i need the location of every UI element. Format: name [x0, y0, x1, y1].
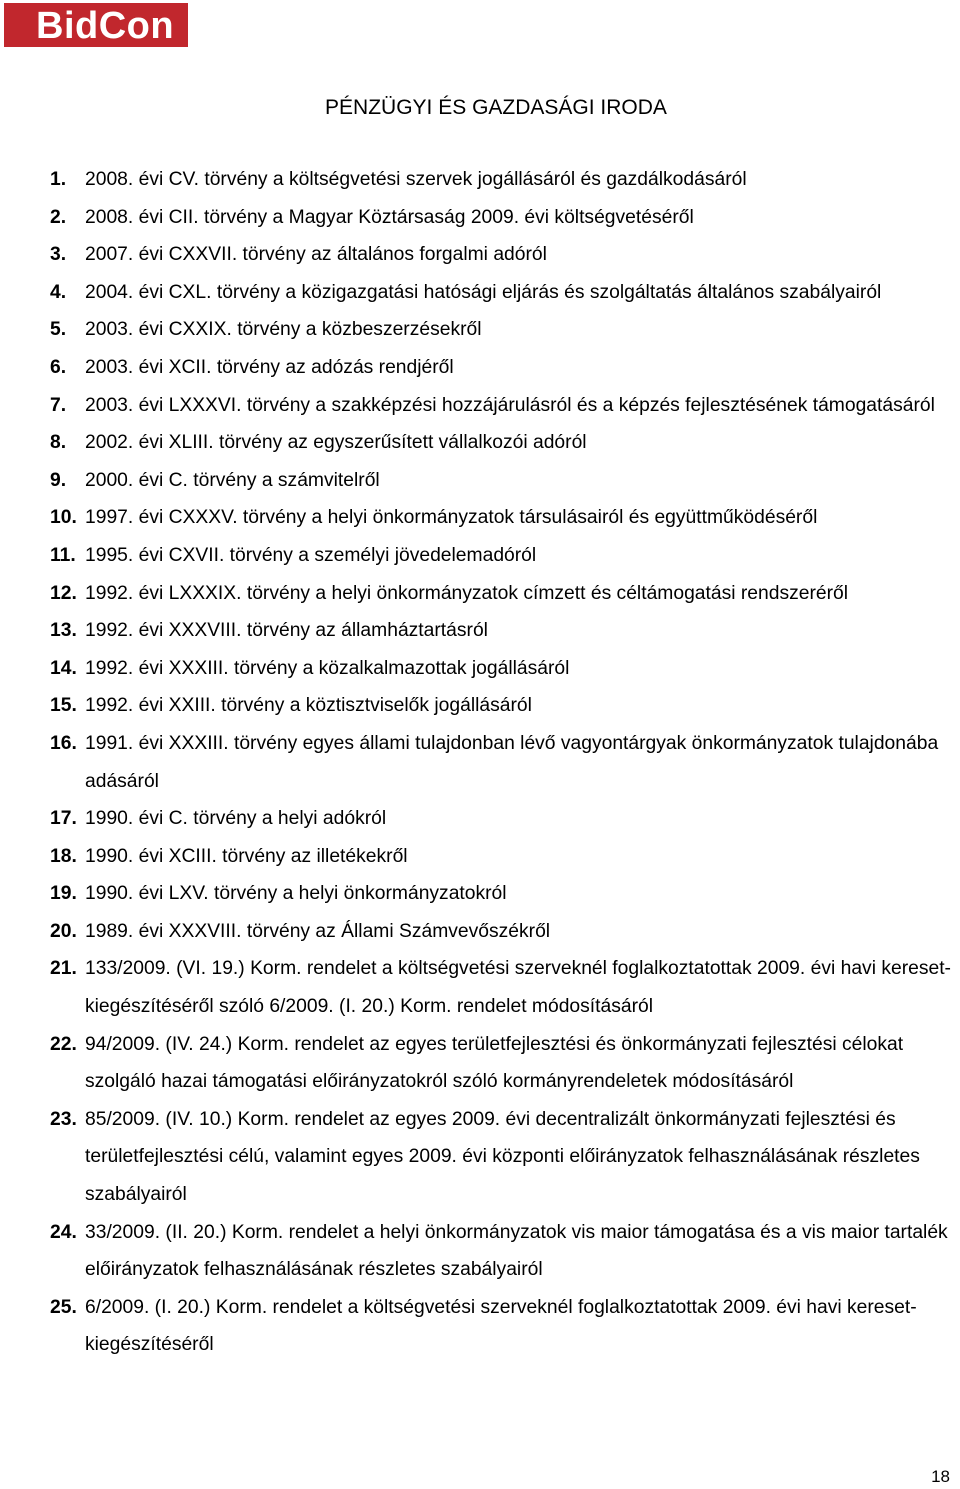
item-number: 2.	[50, 206, 67, 228]
list-item	[50, 950, 960, 1025]
list-item	[50, 612, 960, 650]
item-number: 8.	[50, 432, 67, 454]
law-list	[50, 161, 960, 1364]
item-text: 94/2009. (IV. 24.) Korm. rendelet az egyes területfejlesztési és önkormányzati fejlesztési célokat szolgáló hazai támogatási előirányzatokról szóló kormányrendeletek módosításáról	[85, 1033, 904, 1093]
item-number: 3.	[50, 244, 67, 266]
item-text: 133/2009. (VI. 19.) Korm. rendelet a költségvetési szerveknél foglalkoztatottak 2009. évi havi kereset-kiegészítéséről szóló 6/2009. (I. 20.) Korm. rendelet módosításáról	[85, 958, 951, 1018]
item-text: 33/2009. (II. 20.) Korm. rendelet a helyi önkormányzatok vis maior támogatása és a vis maior tartalék előirányzatok felhasználásának részletes szabályairól	[85, 1221, 948, 1281]
item-text: 2002. évi XLIII. törvény az egyszerűsített vállalkozói adóról	[85, 432, 587, 454]
list-item	[50, 311, 960, 349]
item-number: 4.	[50, 281, 67, 303]
item-text: 2008. évi CV. törvény a költségvetési szervek jogállásáról és gazdálkodásáról	[85, 169, 747, 190]
item-text: 1992. évi LXXXIX. törvény a helyi önkormányzatok címzett és céltámogatási rendszeréről	[85, 582, 849, 604]
item-number: 20.	[50, 920, 77, 942]
list-item	[50, 387, 960, 425]
list-item	[50, 725, 960, 800]
item-number: 18.	[50, 845, 77, 867]
item-number: 17.	[50, 808, 77, 830]
list-item	[50, 199, 960, 237]
item-number: 6.	[50, 356, 67, 378]
item-text: 1990. évi C. törvény a helyi adókról	[85, 808, 387, 830]
item-text: 1990. évi XCIII. törvény az illetékekről	[85, 845, 408, 867]
list-item	[50, 161, 960, 199]
item-text: 2003. évi LXXXVI. törvény a szakképzési hozzájárulásról és a képzés fejlesztésének támogatásáról	[85, 394, 935, 416]
item-number: 23.	[50, 1108, 77, 1130]
item-number: 16.	[50, 732, 77, 754]
item-text: 1995. évi CXVII. törvény a személyi jövedelemadóról	[85, 544, 537, 566]
item-text: 1997. évi CXXXV. törvény a helyi önkormányzatok társulásairól és együttműködéséről	[85, 507, 818, 529]
item-number: 22.	[50, 1033, 77, 1055]
item-number: 19.	[50, 883, 77, 905]
list-item	[50, 575, 960, 613]
item-number: 21.	[50, 958, 77, 980]
list-item	[50, 349, 960, 387]
list-item	[50, 1101, 960, 1214]
item-number: 5.	[50, 319, 67, 341]
item-number: 15.	[50, 695, 77, 717]
list-item	[50, 462, 960, 500]
list-item	[50, 650, 960, 688]
list-item	[50, 1289, 960, 1364]
item-text: 6/2009. (I. 20.) Korm. rendelet a költségvetési szerveknél foglalkoztatottak 2009. évi havi kereset-kiegészítéséről	[85, 1296, 917, 1356]
list-item	[50, 875, 960, 913]
item-number: 10.	[50, 507, 77, 529]
item-text: 2004. évi CXL. törvény a közigazgatási hatósági eljárás és szolgáltatás általános szabályairól	[85, 281, 882, 303]
item-text: 1989. évi XXXVIII. törvény az Állami Számvevőszékről	[85, 920, 551, 942]
list-item	[50, 913, 960, 951]
list-item	[50, 800, 960, 838]
list-item	[50, 687, 960, 725]
list-item	[50, 424, 960, 462]
item-text: 1990. évi LXV. törvény a helyi önkormányzatokról	[85, 883, 507, 905]
item-text: 2003. évi XCII. törvény az adózás rendjéről	[85, 356, 454, 378]
item-text: 1992. évi XXXIII. törvény a közalkalmazottak jogállásáról	[85, 657, 570, 679]
item-number: 12.	[50, 582, 77, 604]
item-text: 1991. évi XXXIII. törvény egyes állami tulajdonban lévő vagyontárgyak önkormányzatok tulajdonába adásáról	[85, 732, 939, 792]
list-item	[50, 274, 960, 312]
list-item	[50, 1026, 960, 1101]
item-number: 14.	[50, 657, 77, 679]
item-text: 1992. évi XXXVIII. törvény az államháztartásról	[85, 620, 488, 642]
item-number: 25.	[50, 1296, 77, 1318]
page-number: 18	[931, 1467, 950, 1486]
item-text: 2008. évi CII. törvény a Magyar Köztársaság 2009. évi költségvetéséről	[85, 206, 694, 228]
item-text: 2003. évi CXXIX. törvény a közbeszerzésekről	[85, 319, 482, 341]
bidcon-logo: BidCon	[4, 3, 188, 47]
item-number: 11.	[50, 544, 76, 566]
item-number: 1.	[50, 169, 67, 190]
item-text: 2000. évi C. törvény a számvitelről	[85, 469, 380, 491]
item-number: 13.	[50, 620, 77, 642]
list-item	[50, 537, 960, 575]
item-number: 24.	[50, 1221, 77, 1243]
list-item	[50, 838, 960, 876]
list-item	[50, 236, 960, 274]
list-item	[50, 499, 960, 537]
item-number: 9.	[50, 469, 67, 491]
list-item	[50, 1214, 960, 1289]
item-text: 85/2009. (IV. 10.) Korm. rendelet az egyes 2009. évi decentralizált önkormányzati fejlesztési és területfejlesztési célú, valamint egyes 2009. évi központi előirányzatok felhasználásának részletes szabályairól	[85, 1108, 920, 1206]
page-title: PÉNZÜGYI ÉS GAZDASÁGI IRODA	[325, 96, 667, 119]
item-text: 2007. évi CXXVII. törvény az általános forgalmi adóról	[85, 244, 547, 266]
item-number: 7.	[50, 394, 67, 416]
item-text: 1992. évi XXIII. törvény a köztisztviselők jogállásáról	[85, 695, 532, 717]
